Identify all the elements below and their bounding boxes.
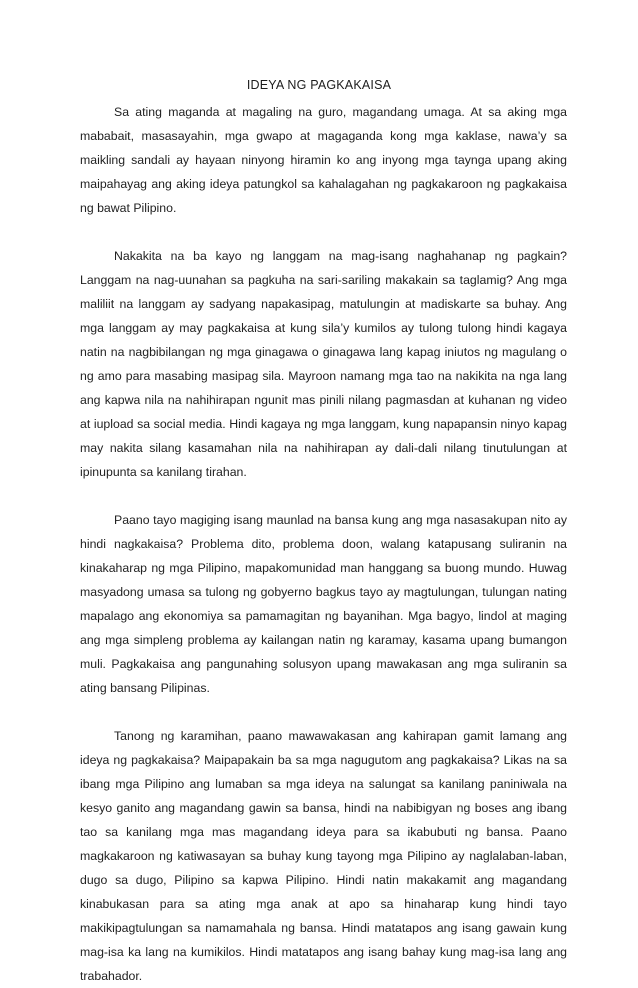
paragraph-greeting: Sa ating maganda at magaling na guro, magandang umaga. At sa aking mga mababait, masasayahin, mga gwapo at magaganda kong mga kaklase, nawa’y sa maikling sandali ay hayaan ninyong hiramin ko ang inyong mga taynga upang aking maipahayag ang aking ideya patungkol sa kahalagahan ng pagkakaroon ng pagkakaisa ng bawat Pilipino. bbox=[80, 105, 567, 215]
paragraph-kahirapan: Tanong ng karamihan, paano mawawakasan ang kahirapan gamit lamang ang ideya ng pagkakaisa? Maipapakain ba sa mga nagugutom ang pagkakaisa? Likas na sa ibang mga Pilipino ang lumaban sa mga ideya na salungat sa kanilang paniniwala na kesyo ganito ang magandang gawin sa bansa, hindi na nabibigyan ng boses ang ibang tao sa kanilang mga mas magandang ideya para sa ikabubuti ng bansa. Paano magkakaroon ng katiwasayan sa buhay kung tayong mga Pilipino ay naglalaban-laban, dugo sa dugo, Pilipino sa kapwa Pilipino. Hindi natin makakamit ang magandang kinabukasan para sa ating mga anak at apo sa hinaharap kung hindi tayo makikipagtulungan sa namamahala ng bansa. Hindi matatapos ang isang gawain kung mag-isa ka lang na kumikilos. Hindi matatapos ang isang bahay kung mag-isa lang ang trabahador. bbox=[80, 729, 567, 983]
document-title: IDEYA NG PAGKAKAISA bbox=[246, 78, 392, 92]
document-body bbox=[80, 100, 567, 988]
paragraph-langgam: Nakakita na ba kayo ng langgam na mag-isang naghahanap ng pagkain? Langgam na nag-uunahan sa pagkuha na sari-sariling makakain sa taglamig? Ang mga maliliit na langgam ay sadyang napakasipag, matulungin at madiskarte sa buhay. Ang mga langgam ay may pagkakaisa at kung sila’y kumilos ay tulong tulong hindi kagaya natin na nagbibilangan ng mga ginagawa o ginagawa lang kapag iniutos ng magulang o ng amo para masabing masipag sila. Mayroon namang mga tao na nakikita na nga lang ang kapwa nila na nahihirapan ngunit mas pinili nilang pagmasdan at kuhanan ng video at iupload sa social media. Hindi kagaya ng mga langgam, kung napapansin ninyo kapag may nakita silang kasamahan nila na nahihirapan ay dali-dali nilang tinutulungan at ipinupunta sa kanilang tirahan. bbox=[80, 249, 567, 479]
paragraph-maunlad-na-bansa: Paano tayo magiging isang maunlad na bansa kung ang mga nasasakupan nito ay hindi nagkakaisa? Problema dito, problema doon, walang katapusang suliranin na kinakaharap ng mga Pilipino, mapakomunidad man hanggang sa buong mundo. Huwag masyadong umasa sa tulong ng gobyerno bagkus tayo ay magtulungan, tulungan nating mapalago ang ekonomiya sa pamamagitan ng bayanihan. Mga bagyo, lindol at maging ang mga simpleng problema ay kailangan natin ng karamay, kasama upang bumangon muli. Pagkakaisa ang pangunahing solusyon upang mawakasan ang mga suliranin sa ating bansang Pilipinas. bbox=[80, 513, 567, 695]
